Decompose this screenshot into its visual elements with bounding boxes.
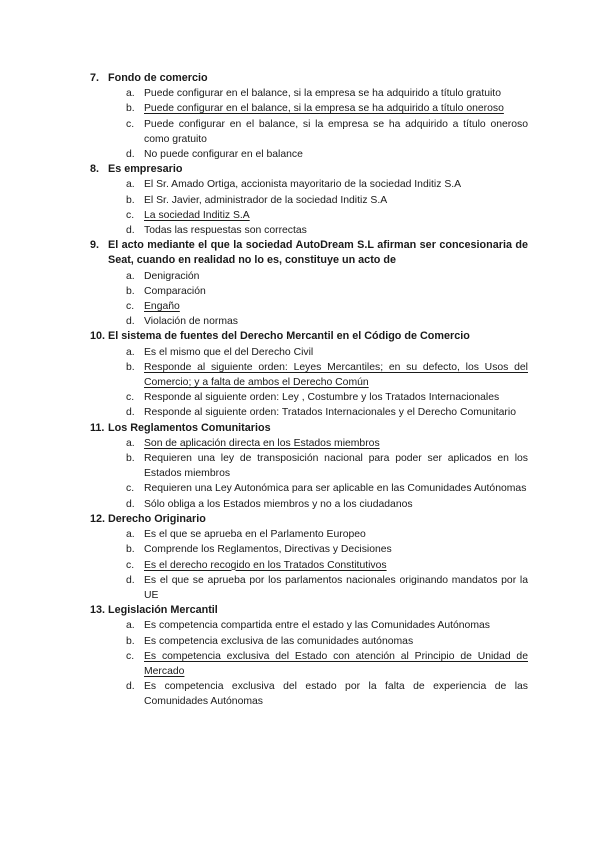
option-b — [90, 451, 528, 481]
option-letter: c. — [126, 559, 135, 571]
option-c — [90, 390, 528, 405]
option-letter: b. — [126, 361, 135, 373]
option-b — [90, 193, 528, 208]
option-d — [90, 223, 528, 238]
option-d — [90, 314, 528, 329]
option-text-correct: Engaño — [144, 301, 180, 313]
option-letter: b. — [126, 103, 135, 115]
option-text: Responde al siguiente orden: Ley , Costumbre y los Tratados Internacionales — [144, 392, 500, 404]
question-title — [90, 421, 528, 436]
option-text-correct: Es competencia exclusiva del Estado con atención al Principio de Unidad de Mercado — [144, 650, 528, 677]
option-text: Todas las respuestas son correctas — [144, 225, 307, 237]
option-letter: d. — [126, 574, 135, 586]
option-b — [90, 542, 528, 557]
option-letter: a. — [126, 88, 135, 100]
option-list — [90, 86, 528, 162]
option-b — [90, 284, 528, 299]
option-letter: c. — [126, 483, 135, 495]
option-letter: a. — [126, 529, 135, 541]
option-text: Es el mismo que el del Derecho Civil — [144, 346, 314, 358]
option-text: Es competencia exclusiva del estado por la falta de experiencia de las Comunidades Autónomas — [144, 681, 528, 708]
question-title — [90, 162, 528, 177]
option-b — [90, 634, 528, 649]
option-letter: d. — [126, 225, 135, 237]
option-c — [90, 481, 528, 496]
option-a — [90, 86, 528, 101]
option-text-correct: Puede configurar en el balance, si la empresa se ha adquirido a título oneroso — [144, 103, 504, 115]
option-letter: c. — [126, 650, 135, 662]
option-text: Es el que se aprueba en el Parlamento Europeo — [144, 529, 366, 541]
question-number: 9. — [90, 239, 100, 252]
option-list — [90, 618, 528, 709]
option-text: Sólo obliga a los Estados miembros y no a los ciudadanos — [144, 498, 413, 510]
option-d — [90, 679, 528, 709]
option-letter: a. — [126, 437, 135, 449]
question-title — [90, 238, 528, 268]
question-number: 12. — [90, 512, 106, 525]
option-d — [90, 147, 528, 162]
question-text: El sistema de fuentes del Derecho Mercantil en el Código de Comercio — [108, 330, 470, 343]
option-text: El Sr. Amado Ortiga, accionista mayoritario de la sociedad Inditiz S.A — [144, 179, 462, 191]
option-list — [90, 269, 528, 330]
question-12 — [90, 512, 528, 603]
option-text-correct: Responde al siguiente orden: Leyes Mercantiles; en su defecto, los Usos del Comercio; y a falta de ambos el Derecho Común — [144, 361, 528, 389]
option-c — [90, 649, 528, 679]
question-text: El acto mediante el que la sociedad AutoDream S.L afirman ser concesionaria de Seat, cuando en realidad no lo es, constituye un acto de — [108, 239, 528, 267]
option-text-correct: La sociedad Inditiz S.A — [144, 209, 250, 221]
option-list — [90, 177, 528, 238]
question-title — [90, 512, 528, 527]
option-list — [90, 345, 528, 421]
option-text: Violación de normas — [144, 316, 238, 328]
option-text-correct: Es el derecho recogido en los Tratados Constitutivos — [144, 559, 387, 571]
option-b — [90, 101, 528, 116]
option-letter: d. — [126, 149, 135, 161]
question-text: Derecho Originario — [108, 512, 206, 525]
question-title — [90, 603, 528, 618]
question-text: Fondo de comercio — [108, 72, 208, 84]
question-7 — [90, 71, 528, 162]
question-number: 13. — [90, 604, 106, 617]
question-9 — [90, 238, 528, 329]
option-d — [90, 573, 528, 603]
option-c — [90, 208, 528, 223]
option-c — [90, 117, 528, 147]
option-d — [90, 497, 528, 512]
option-a — [90, 177, 528, 192]
option-text: Comprende los Reglamentos, Directivas y Decisiones — [144, 544, 392, 556]
question-13 — [90, 603, 528, 709]
option-letter: c. — [126, 392, 135, 404]
question-number: 8. — [90, 163, 100, 176]
option-text: El Sr. Javier, administrador de la sociedad Inditiz S.A — [144, 194, 388, 206]
option-text: Requieren una ley de transposición nacional para poder ser aplicados en los Estados miembros — [144, 453, 528, 480]
option-letter: a. — [126, 620, 135, 632]
option-text: Es competencia compartida entre el estado y las Comunidades Autónomas — [144, 620, 490, 632]
question-number: 11. — [90, 421, 105, 434]
option-a — [90, 618, 528, 633]
option-c — [90, 558, 528, 573]
option-text: Es el que se aprueba por los parlamentos nacionales originando mandatos por la UE — [144, 574, 528, 601]
question-number: 10. — [90, 330, 106, 343]
question-title — [90, 71, 528, 86]
option-letter: c. — [126, 301, 135, 313]
option-text: Requieren una Ley Autonómica para ser aplicable en las Comunidades Autónomas — [144, 483, 527, 495]
option-letter: d. — [126, 498, 135, 510]
option-letter: d. — [126, 316, 135, 328]
option-text: Comparación — [144, 285, 206, 297]
option-a — [90, 269, 528, 284]
question-text: Legislación Mercantil — [108, 604, 218, 617]
option-letter: b. — [126, 194, 135, 206]
option-a — [90, 527, 528, 542]
option-letter: c. — [126, 209, 135, 221]
option-d — [90, 405, 528, 420]
option-letter: d. — [126, 681, 135, 693]
option-letter: b. — [126, 453, 135, 465]
option-text: Denigración — [144, 270, 200, 282]
option-list — [90, 527, 528, 603]
question-text: Los Reglamentos Comunitarios — [108, 421, 271, 434]
option-letter: b. — [126, 635, 135, 647]
option-letter: a. — [126, 346, 135, 358]
option-letter: b. — [126, 544, 135, 556]
question-number: 7. — [90, 72, 100, 84]
question-10 — [90, 329, 528, 420]
question-title — [90, 329, 528, 344]
option-text: Es competencia exclusiva de las comunidades autónomas — [144, 635, 414, 647]
option-c — [90, 299, 528, 314]
option-list — [90, 436, 528, 512]
option-letter: b. — [126, 285, 135, 297]
question-list — [90, 71, 528, 710]
question-text: Es empresario — [108, 163, 183, 176]
option-letter: d. — [126, 407, 135, 419]
option-text: Responde al siguiente orden: Tratados Internacionales y el Derecho Comunitario — [144, 407, 516, 419]
option-text: Puede configurar en el balance, si la empresa se ha adquirido a título gratuito — [144, 88, 501, 100]
option-letter: a. — [126, 179, 135, 191]
option-text-correct: Son de aplicación directa en los Estados miembros — [144, 437, 380, 449]
question-11 — [90, 421, 528, 512]
option-letter: c. — [126, 118, 135, 130]
option-a — [90, 436, 528, 451]
option-a — [90, 345, 528, 360]
option-letter: a. — [126, 270, 135, 282]
question-8 — [90, 162, 528, 238]
option-text: Puede configurar en el balance, si la empresa se ha adquirido a título oneroso como gratuito — [144, 118, 528, 145]
option-text: No puede configurar en el balance — [144, 149, 303, 161]
option-b — [90, 360, 528, 390]
